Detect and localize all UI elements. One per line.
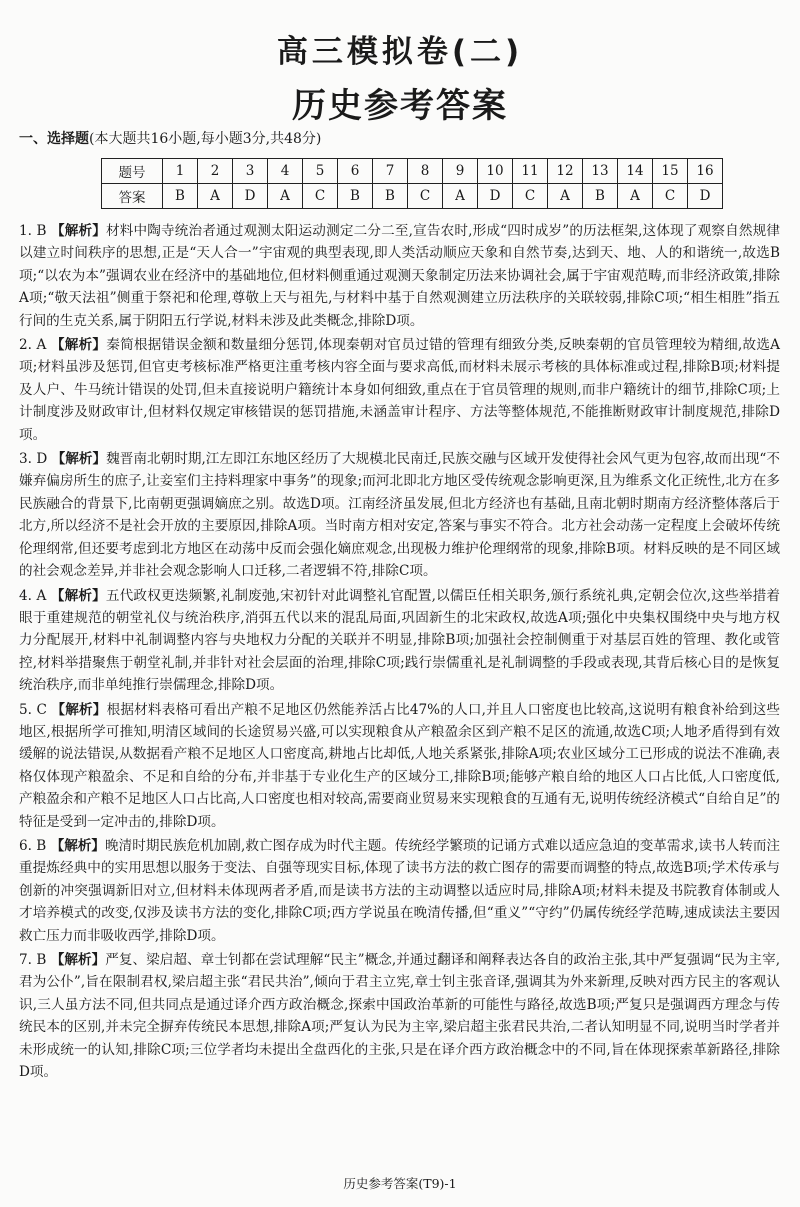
row-label-answer: 答案 xyxy=(102,184,163,209)
question-answer-prefix: 7. B xyxy=(19,952,47,968)
answer-cell: A xyxy=(548,184,583,209)
question-answer-prefix: 5. C xyxy=(19,701,47,718)
explanation-item xyxy=(19,699,780,833)
answer-cell: C xyxy=(653,184,688,209)
question-number-cell: 8 xyxy=(408,159,443,184)
answer-table xyxy=(101,158,723,209)
section-note: (本大题共16小题,每小题3分,共48分) xyxy=(89,131,322,147)
question-answer-prefix: 2. A xyxy=(19,337,47,354)
analysis-label: 【解析】 xyxy=(50,837,106,854)
answer-cell: A xyxy=(268,184,303,209)
answer-cell: B xyxy=(163,184,198,209)
analysis-label: 【解析】 xyxy=(51,701,107,718)
answer-cell: C xyxy=(408,184,443,209)
answer-cell: A xyxy=(443,184,478,209)
explanation-item xyxy=(19,949,780,1083)
question-answer-prefix: 3. D xyxy=(19,451,48,468)
answer-cell: D xyxy=(478,184,513,209)
question-number-cell: 6 xyxy=(338,159,373,184)
row-label-number: 题号 xyxy=(102,159,163,184)
question-number-cell: 14 xyxy=(618,159,653,184)
answer-cell: C xyxy=(513,184,548,209)
answer-cell: A xyxy=(198,184,233,209)
answer-cell: D xyxy=(233,184,268,209)
question-number-cell: 15 xyxy=(653,159,688,184)
explanation-item xyxy=(19,835,780,947)
answer-cell: D xyxy=(688,184,723,209)
question-number-cell: 16 xyxy=(688,159,723,184)
page-footer: 历史参考答案(T9)-1 xyxy=(343,1176,457,1191)
question-number-cell: 10 xyxy=(478,159,513,184)
analysis-text: 根据材料表格可看出产粮不足地区仍然能养活占比47%的人口,并且人口密度也比较高,这说明有粮食补给到这些地区,根据所学可推知,明清区域间的长途贸易兴盛,可以实现粮食从产粮盈余区到产粮不足区的流通,故选C项;人地矛盾得到有效缓解的说法错误,从数据看产粮不足地区人口密度高,耕地占比却低,人地关系紧张,排除A项;农业区域分工已形成的说法不准确,表格仅体现产粮盈余、不足和自给的分布,并非基于专业化生产的区域分工,排除B项;能够产粮自给的地区人口占比低,人口密度低,产粮盈余和产粮不足地区人口占比高,人口密度也相对较高,需要商业贸易来实现粮食的互通有无,说明传统经济模式“自给自足”的特征是受到一定冲击的,排除D项。 xyxy=(19,701,780,830)
question-answer-prefix: 6. B xyxy=(19,837,47,854)
answer-row xyxy=(102,184,723,209)
section-label: 一、选择题 xyxy=(19,131,89,147)
question-number-cell: 13 xyxy=(583,159,618,184)
analysis-label: 【解析】 xyxy=(50,223,106,239)
explanation-item xyxy=(19,334,780,446)
question-number-cell: 11 xyxy=(513,159,548,184)
analysis-label: 【解析】 xyxy=(50,952,106,968)
analysis-text: 材料中陶寺统治者通过观测太阳运动测定二分二至,宣告农时,形成“四时成岁”的历法框架,这体现了观察自然规律以建立时间秩序的思想,正是“天人合一”宇宙观的典型表现,即人类活动顺应天象和自然节奏,达到天、地、人的和谐统一,故选B项;“以农为本”强调农业在经济中的基础地位,但材料侧重通过观测天象制定历法来协调社会,属于宇宙观范畴,而非经济政策,排除A项;“敬天法祖”侧重于祭祀和伦理,尊敬上天与祖先,与材料中基于自然观测建立历法秩序的关联较弱,排除C项;“相生相胜”指五行间的生克关系,属于阴阳五行学说,材料未涉及此类概念,排除D项。 xyxy=(19,223,781,329)
explanation-item xyxy=(19,220,780,332)
question-number-row xyxy=(102,159,723,184)
analysis-text: 秦简根据错误金额和数量细分惩罚,体现秦朝对官员过错的管理有细致分类,反映秦朝的官员管理较为精细,故选A项;材料虽涉及惩罚,但官吏考核标准严格更注重考核内容全面与要求高低,而材料未展示考核的具体标准或过程,排除B项;材料提及人户、牛马统计错误的处罚,但未直接说明户籍统计本身如何细致,重点在于官员管理的规则,而非户籍统计的细节,排除C项;上计制度涉及财政审计,但材料仅规定审核错误的惩罚措施,未涵盖审计程序、方法等整体规范,不能推断财政审计制度规范,排除D项。 xyxy=(19,337,781,443)
analysis-text: 魏晋南北朝时期,江左即江东地区经历了大规模北民南迁,民族交融与区域开发使得社会风气更为包容,故而出现“不嫌弃偏房所生的庶子,让妾室们主持料理家中事务”的现象;而河北即北方地区受传统观念影响更深,且为维系文化正统性,北方在多民族融合的背景下,比南朝更强调嫡庶之别。故选D项。江南经济虽发展,但北方经济也有基础,且南北朝时期南方经济整体落后于北方,所以经济不是社会开放的主要原因,排除A项。当时南方相对安定,答案与事实不符合。北方社会动荡一定程度上会破坏传统伦理纲常,但还要考虑到北方地区在动荡中反而会强化嫡庶观念,出现极力维护伦理纲常的现象,排除B项。材料反映的是不同区域的社会观念差异,并非社会观念影响人口迁移,二者逻辑不符,排除C项。 xyxy=(19,451,780,580)
question-number-cell: 12 xyxy=(548,159,583,184)
document-subtitle: 历史参考答案 xyxy=(292,86,508,126)
exam-title: 高三模拟卷(二) xyxy=(276,34,524,70)
question-number-cell: 2 xyxy=(198,159,233,184)
answer-cell: B xyxy=(338,184,373,209)
question-number-cell: 3 xyxy=(233,159,268,184)
question-number-cell: 7 xyxy=(373,159,408,184)
analysis-label: 【解析】 xyxy=(50,587,106,604)
analysis-label: 【解析】 xyxy=(51,451,107,468)
analysis-text: 严复、梁启超、章士钊都在尝试理解“民主”概念,并通过翻译和阐释表达各自的政治主张,其中严复强调“民为主宰,君为公仆”,旨在限制君权,梁启超主张“君民共治”,倾向于君主立宪,章士钊主张音译,强调其为外来新理,反映对西方民主的客观认识,三人虽方法不同,但共同点是通过译介西方政治概念,探索中国政治革新的可能性与路径,故选B项;严复只是强调西方理念与传统民本的区别,并未完全摒弃传统民本思想,排除A项;严复认为民为主宰,梁启超主张君民共治,二者认知明显不同,说明当时学者并未形成统一的认知,排除C项;三位学者均未提出全盘西化的主张,只是在译介西方政治概念中的不同,旨在体现探索革新路径,排除D项。 xyxy=(19,952,781,1081)
analysis-text: 五代政权更迭频繁,礼制废弛,宋初针对此调整礼官配置,以儒臣任相关职务,颁行系统礼典,定朝会位次,这些举措着眼于重建规范的朝堂礼仪与统治秩序,消弭五代以来的混乱局面,巩固新生的北宋政权,故选A项;强化中央集权围绕中央与地方权力分配展开,材料中礼制调整内容与央地权力分配的关联并不明显,排除B项;加强社会控制侧重于对基层百姓的管理、教化或管控,材料举措聚焦于朝堂礼制,并非针对社会层面的治理,排除C项;践行崇儒重礼是礼制调整的手段或表现,其背后核心目的是恢复统治秩序,而非单纯推行崇儒理念,排除D项。 xyxy=(19,587,780,694)
explanation-item xyxy=(19,448,780,582)
question-number-cell: 4 xyxy=(268,159,303,184)
analysis-label: 【解析】 xyxy=(50,337,107,354)
section-heading xyxy=(19,128,321,148)
answer-cell: B xyxy=(373,184,408,209)
analysis-text: 晚清时期民族危机加剧,救亡图存成为时代主题。传统经学繁琐的记诵方式难以适应急迫的变革需求,读书人转而注重提炼经典中的实用思想以服务于变法、自强等现实目标,体现了读书方法的救亡图存的需要而调整的特点,故选B项;学术传承与创新的冲突强调新旧对立,但材料未体现两者矛盾,而是读书方法的主动调整以适应时局,排除A项;材料未提及书院教育体制或人才培养模式的改变,仅涉及读书方法的变化,排除C项;西方学说虽在晚清传播,但“重义”“守约”仍属传统经学范畴,速成读法主要因救亡压力而非吸收西学,排除D项。 xyxy=(19,837,781,944)
explanation-list xyxy=(19,220,780,1085)
question-number-cell: 9 xyxy=(443,159,478,184)
question-answer-prefix: 4. A xyxy=(19,587,47,604)
answer-cell: C xyxy=(303,184,338,209)
question-number-cell: 5 xyxy=(303,159,338,184)
answer-cell: B xyxy=(583,184,618,209)
explanation-item xyxy=(19,585,780,697)
question-number-cell: 1 xyxy=(163,159,198,184)
answer-cell: A xyxy=(618,184,653,209)
question-answer-prefix: 1. B xyxy=(19,223,47,239)
